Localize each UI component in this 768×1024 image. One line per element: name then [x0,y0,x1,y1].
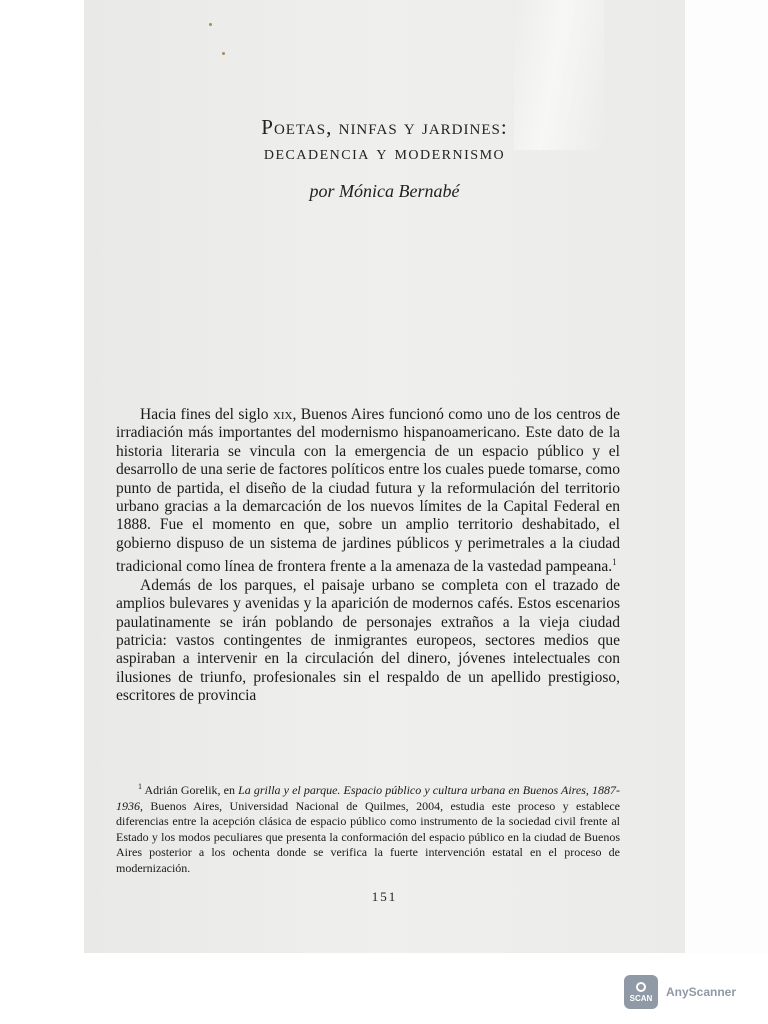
scanner-watermark [624,975,736,1009]
footnote-reference: 1 [612,557,617,568]
background-left [0,0,84,953]
background-right [685,0,768,953]
footnote [116,779,620,876]
book-page [84,0,685,953]
footnote-text: Adrián Gorelik, en [142,783,239,797]
paper-speck [222,52,225,55]
author-byline: por Mónica Bernabé [309,181,460,201]
paragraph: Además de los parques, el paisaje urbano se completa con el trazado de amplios bulevares y avenidas y la aparición de modernos cafés. Estos escenarios paulatinamente se irán poblando de personajes extraños a la vieja ciudad patricia: vastos contingentes de inmigrantes europeos, sectores medios que aspiraban a intervenir en la circulación del dinero, jóvenes intelectuales con ilusiones de triunfo, profesionales sin el respaldo de un apellido prestigioso, escritores de provincia [116,576,620,705]
scan-icon-label: SCAN [629,993,653,1003]
title-line-2: decadencia y modernismo [263,142,506,164]
scan-icon [624,975,658,1009]
title-line-1: Poetas, ninfas y jardines: [261,115,508,139]
page-number: 151 [371,889,398,904]
paragraph-text: Hacia fines del siglo [140,406,273,423]
footnote-text: , Buenos Aires, Universidad Nacional de Quilmes, 2004, estudia este proceso y establece diferencias entre la acepción clásica de espacio público como instrumento de la sociedad civil frente al Estado y los modos peculiares que presenta la conformación del espacio público en la ciudad de Buenos Aires posterior a los ochenta donde se verifica la fuerte intervención estatal en el proceso de modernización. [116,798,620,875]
scanner-app-name: AnyScanner [666,985,737,999]
paper-speck [209,23,212,26]
paragraph [116,406,620,577]
footnote-number: 1 [138,782,142,791]
century-numeral: xix [272,406,293,423]
cited-title: La grilla y el parque. Espacio público y cultura urbana en Buenos Aires, 1887-1936 [116,783,620,813]
chapter-title [84,114,685,166]
body-text [116,406,620,706]
paragraph-text: , Buenos Aires funcionó como uno de los centros de irradiación más importantes del modernismo hispanoamericano. Este dato de la historia literaria se vincula con la emergencia de un espacio público y el desarrollo de una serie de factores políticos entre los cuales puede tomarse, como punto de partida, el diseño de la ciudad futura y la reformulación del territorio urbano gracias a la demarcación de los nuevos límites de la Capital Federal en 1888. Fue el momento en que, sobre un amplio territorio deshabitado, el gobierno dispuso de un sistema de jardines públicos y perimetrales a la ciudad tradicional como línea de frontera frente a la amenaza de la vastedad pampeana. [116,406,620,576]
